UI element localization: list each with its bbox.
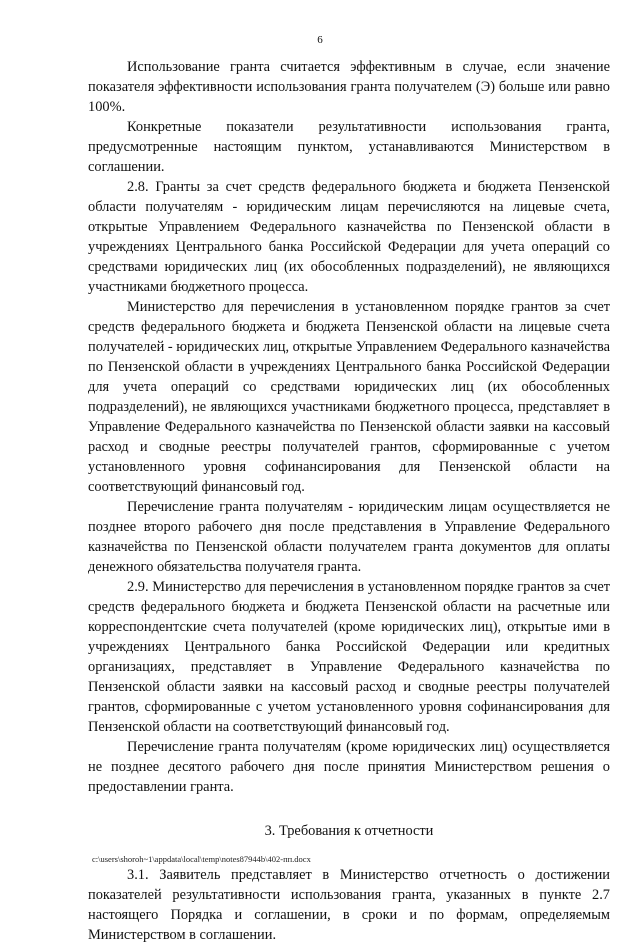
section-heading: 3. Требования к отчетности xyxy=(264,823,434,839)
footer-file-path: c:\users\shoroh~1\appdata\local\temp\notes87944b\402-пп.docx xyxy=(92,854,311,864)
paragraph: Конкретные показатели результативности использования гранта, предусмотренные настоящим пунктом, устанавливаются Министерством в соглашении. xyxy=(88,119,610,175)
page-number: 6 xyxy=(317,34,323,46)
paragraph: Перечисление гранта получателям - юридическим лицам осуществляется не позднее второго рабочего дня после представления в Управление Федерального казначейства по Пензенской области получателем гранта документов для оплаты денежного обязательства получателя гранта. xyxy=(88,499,610,575)
paragraph: Использование гранта считается эффективным в случае, если значение показателя эффективности использования гранта получателем (Э) больше или равно 100%. xyxy=(88,59,610,115)
paragraph: 3.1. Заявитель представляет в Министерство отчетность о достижении показателей результативности использования гранта, указанных в пункте 2.7 настоящего Порядка и соглашении, в сроки и по формам, определяемым Министерством в соглашении. xyxy=(88,867,610,943)
paragraph: 2.9. Министерство для перечисления в установленном порядке грантов за счет средств федерального бюджета и бюджета Пензенской области на расчетные или корреспондентские счета получателей (кроме юридических лиц), открытые ими в учреждениях Центрального банка Российской Федерации или кредитных организациях, представляет в Управление Федерального казначейства по Пензенской области заявки на кассовый расход и сводные реестры получателей грантов, сформированные с учетом установленного уровня софинансирования для Пензенской области на соответствующий финансовый год. xyxy=(88,579,610,735)
paragraph: Перечисление гранта получателям (кроме юридических лиц) осуществляется не позднее десятого рабочего дня после принятия Министерством решения о предоставлении гранта. xyxy=(88,739,610,795)
document-body xyxy=(88,57,610,945)
paragraph: 2.8. Гранты за счет средств федерального бюджета и бюджета Пензенской области получателям - юридическим лицам перечисляются на лицевые счета, открытые Управлением Федерального казначейства по Пензенской области в учреждениях Центрального банка Российской Федерации для учета операций со средствами юридических лиц (их обособленных подразделений), не являющихся участниками бюджетного процесса. xyxy=(88,179,610,295)
paragraph: Министерство для перечисления в установленном порядке грантов за счет средств федерального бюджета и бюджета Пензенской области на лицевые счета получателей - юридических лиц, открытые Управлением Федерального казначейства по Пензенской области в учреждениях Центрального банка Российской Федерации для учета операций со средствами юридических лиц (их обособленных подразделений), не являющихся участниками бюджетного процесса, представляет в Управление Федерального казначейства по Пензенской области заявки на кассовый расход и сводные реестры получателей грантов, сформированные с учетом установленного уровня софинансирования для Пензенской области на соответствующий финансовый год. xyxy=(88,299,610,495)
